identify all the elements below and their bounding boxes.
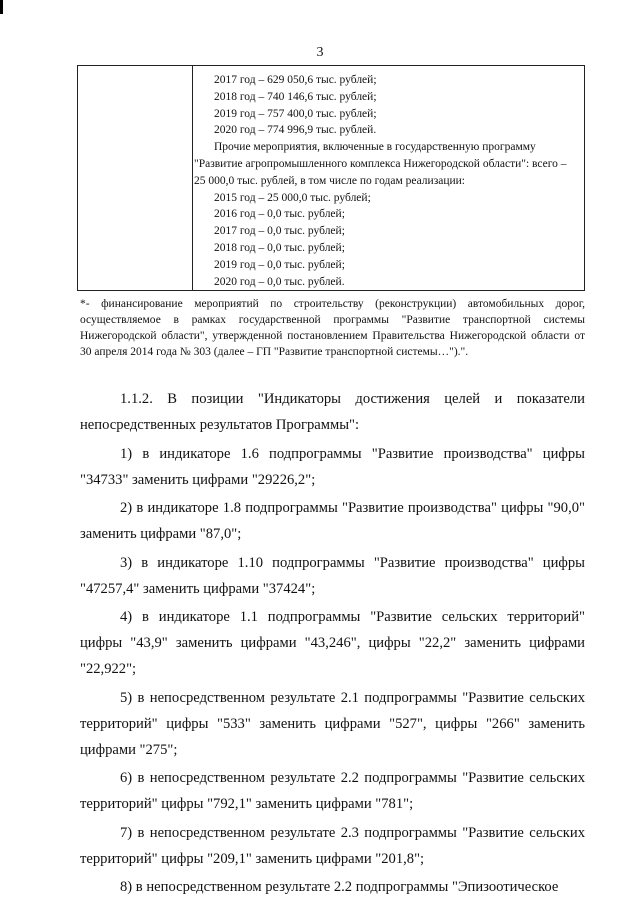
body-paragraph: 4) в индикаторе 1.1 подпрограммы "Развитие сельских территорий" цифры "43,9" заменить цифрами "43,246", цифры "22,2" заменить цифрами "22,922"; [80,609,585,677]
page-number: 3 [316,45,324,60]
body-paragraph: 8) в непосредственном результате 2.2 подпрограммы "Эпизоотическое [120,879,559,895]
table-line: 2017 год – 0,0 тыс. рублей; [214,225,345,238]
table-column-divider [192,66,193,290]
body-paragraph: 3) в индикаторе 1.10 подпрограммы "Развитие производства" цифры "47257,4" заменить цифрами "37424"; [80,554,585,597]
body-paragraph: 7) в непосредственном результате 2.3 подпрограммы "Развитие сельских территорий" цифры "209,1" заменить цифрами "201,8"; [80,824,585,867]
table-line: 2019 год – 757 400,0 тыс. рублей; [214,107,377,120]
body-paragraph: 5) в непосредственном результате 2.1 подпрограммы "Развитие сельских территорий" цифры "533" заменить цифрами "527", цифры "266" заменить цифрами "275"; [80,689,585,758]
table-line: 2019 год – 0,0 тыс. рублей; [214,258,345,271]
body-paragraph: 6) в непосредственном результате 2.2 подпрограммы "Развитие сельских территорий" цифры "792,1" заменить цифрами "781"; [80,770,585,812]
body-paragraph: 1.1.2. В позиции "Индикаторы достижения целей и показатели непосредственных результатов Программы": [80,391,585,433]
table-frame [77,65,585,291]
table-line: 2018 год – 0,0 тыс. рублей; [214,241,345,254]
footnote: *- финансирование мероприятий по строительству (реконструкции) автомобильных дорог, осуществляемое в рамках государственной программы "Развитие транспортной системы Нижегородской области", утвержденной постановлением Правительства Нижегородской области от 30 апреля 2014 года № 303 (далее – ГП "Развитие транспортной системы…").". [80,298,585,358]
table-line: 2020 год – 0,0 тыс. рублей. [214,275,345,288]
table-paragraph: Прочие мероприятия, включенные в государственную программу "Развитие агропромышленного комплекса Нижегородской области": всего – 25 000,0 тыс. рублей, в том числе по годам реализации: [194,141,567,187]
table-line: 2016 год – 0,0 тыс. рублей; [214,208,345,221]
body-paragraph: 1) в индикаторе 1.6 подпрограммы "Развитие производства" цифры "34733" заменить цифрами "29226,2"; [80,445,585,488]
table-line: 2017 год – 629 050,6 тыс. рублей; [214,74,377,86]
scan-corner-mark [0,0,3,14]
table-line: 2015 год – 25 000,0 тыс. рублей; [214,191,371,204]
document-body [80,386,585,903]
table-line: 2018 год – 740 146,6 тыс. рублей; [214,90,377,103]
body-paragraph: 2) в индикаторе 1.8 подпрограммы "Развитие производства" цифры "90,0" заменить цифрами "87,0"; [80,500,585,542]
table-line: 2020 год – 774 996,9 тыс. рублей. [214,124,377,137]
table-cell-content [194,72,578,290]
